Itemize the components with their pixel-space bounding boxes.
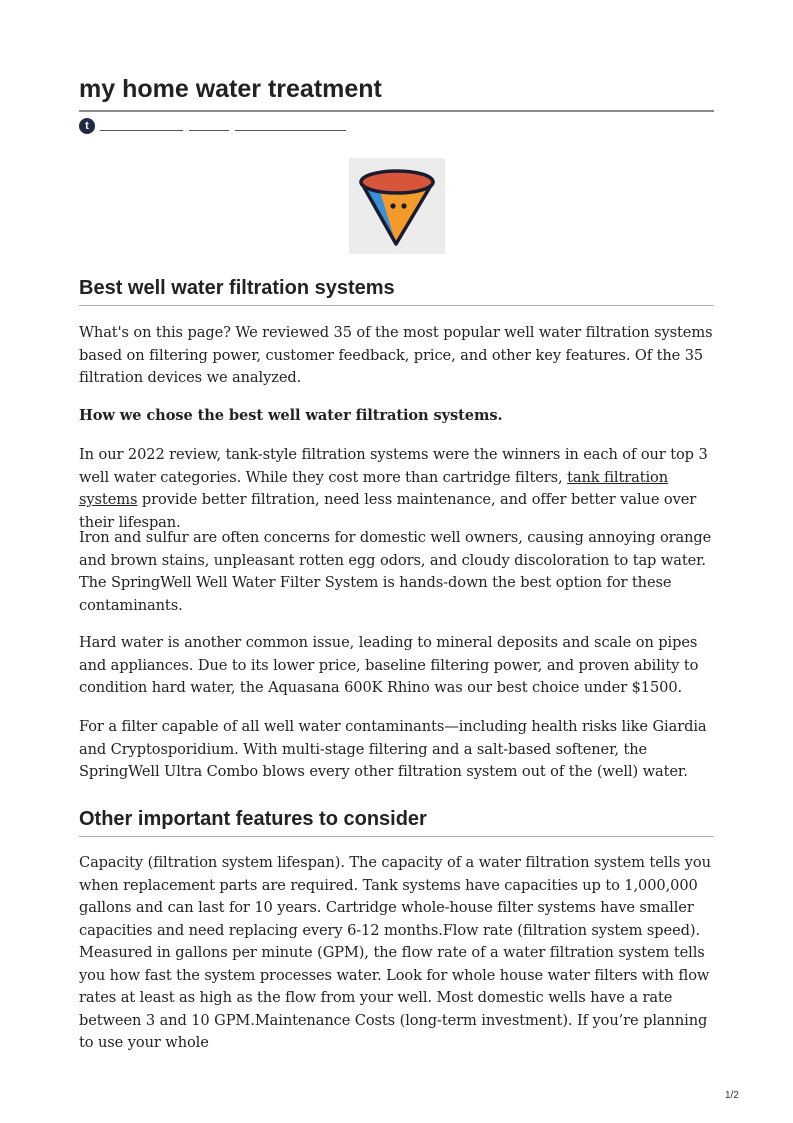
features-heading: Other important features to consider	[79, 808, 427, 830]
paragraph-text: provide better filtration, need less maintenance, and offer better value over their lifespan.	[79, 491, 697, 531]
paragraph-tank-systems	[79, 444, 719, 534]
meta-link-tags[interactable]	[235, 130, 346, 131]
meta-link-author[interactable]	[100, 130, 183, 131]
post-image	[349, 158, 445, 254]
paragraph-hard-water: Hard water is another common issue, leading to mineral deposits and scale on pipes and appliances. Due to its lower price, baseline filtering power, and proven ability to condition hard water, the Aquasana 600K Rhino was our best choice under $1500.	[79, 634, 699, 696]
page-number: 1/2	[725, 1090, 739, 1101]
tumblr-icon[interactable]: t	[79, 118, 95, 134]
meta-link-date[interactable]	[189, 130, 229, 131]
cone-logo-icon	[349, 158, 445, 254]
logo-top	[361, 171, 433, 193]
paragraph-text: In our 2022 review, tank-style filtration systems were the winners in each of our top 3 well water categories. While they cost more than cartridge filters,	[79, 446, 708, 486]
heading-divider	[79, 305, 714, 306]
features-divider	[79, 836, 714, 837]
method-subheading: How we chose the best well water filtration systems.	[79, 407, 503, 424]
site-title[interactable]: my home water treatment	[79, 75, 382, 103]
title-divider	[79, 110, 714, 112]
paragraph-contaminants: For a filter capable of all well water contaminants—including health risks like Giardia and Cryptosporidium. With multi-stage filtering and a salt-based softener, the SpringWell Ultra Combo blows every other filtration system out of the (well) water.	[79, 718, 707, 780]
intro-paragraph: What's on this page? We reviewed 35 of the most popular well water filtration systems based on filtering power, customer feedback, price, and other key features. Of the 35 filtration devices we analyzed.	[79, 324, 713, 386]
paragraph-iron-sulfur: Iron and sulfur are often concerns for domestic well owners, causing annoying orange and brown stains, unpleasant rotten egg odors, and cloudy discoloration to tap water. The SpringWell Well Water Filter System is hands-down the best option for these contaminants.	[79, 529, 712, 614]
logo-left-eye	[390, 203, 395, 208]
tank-filtration-link[interactable]: tank filtration systems	[79, 468, 669, 508]
article-heading: Best well water filtration systems	[79, 277, 395, 299]
logo-right-eye	[401, 203, 406, 208]
features-paragraph: Capacity (filtration system lifespan). The capacity of a water filtration system tells you when replacement parts are required. Tank systems have capacities up to 1,000,000 gallons and can last for 10 years. Cartridge whole-house filter systems have smaller capacities and need replacing every 6-12 months.Flow rate (filtration system speed). Measured in gallons per minute (GPM), the flow rate of a water filtration system tells you how fast the system processes water. Look for whole house water filters with flow rates at least as high as the flow from your well. Most domestic wells have a rate between 3 and 10 GPM.Maintenance Costs (long-term investment). If you’re planning to use your whole	[79, 854, 711, 1051]
post-meta	[79, 118, 379, 134]
